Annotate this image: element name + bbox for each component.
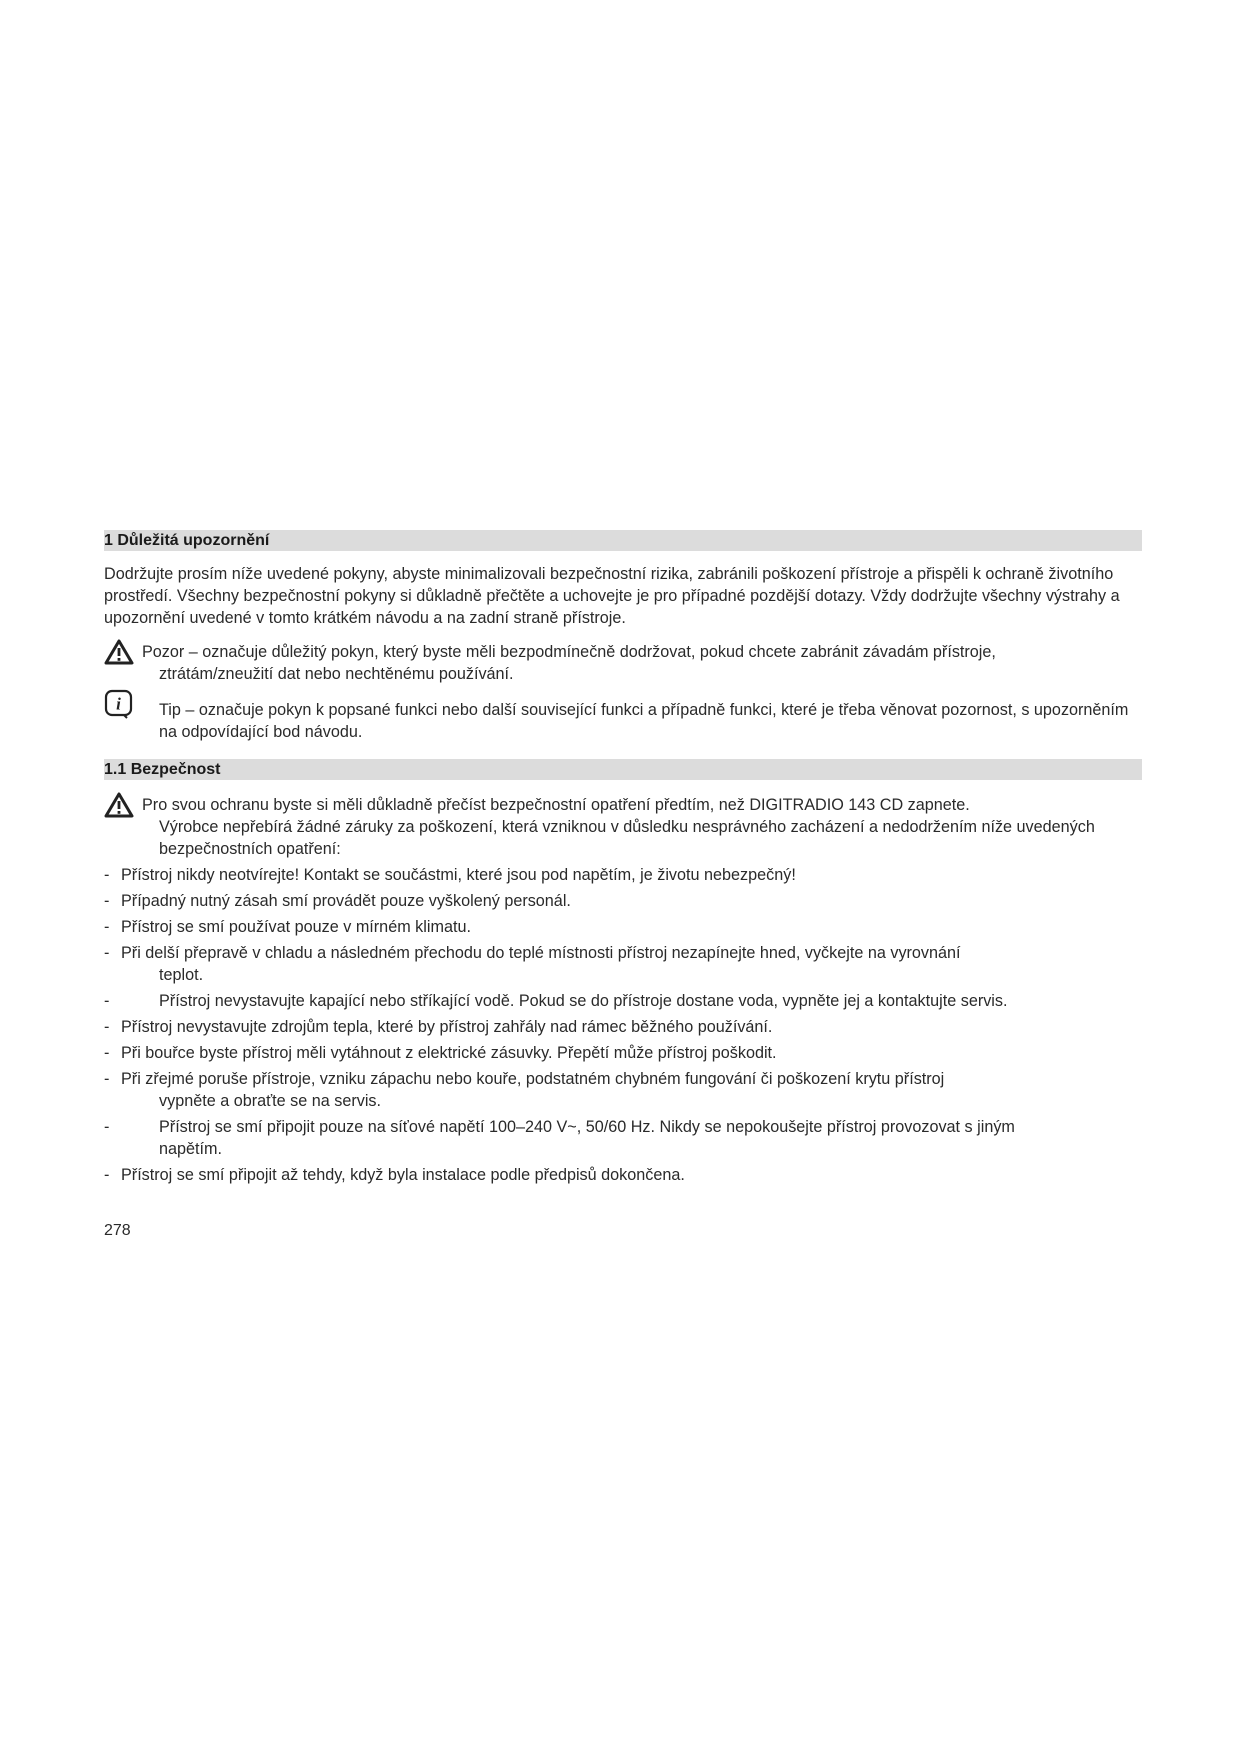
warning-note-text: Pozor – označuje důležitý pokyn, který byste měli bezpodmínečně dodržovat, pokud chcete zabránit závadám přístroje, <box>142 643 996 661</box>
bullet-dash: - <box>104 1018 110 1036</box>
list-item-text: Přístroj se smí připojit až tehdy, když byla instalace podle předpisů dokončena. <box>121 1166 685 1184</box>
list-item <box>104 1164 1142 1186</box>
list-item-text: Přístroj nevystavujte kapající nebo stříkající vodě. Pokud se do přístroje dostane voda, vypněte jej a kontaktujte servis. <box>159 992 1008 1010</box>
bullet-dash: - <box>104 918 110 936</box>
warning-note-text-continued: ztrátám/zneužití dat nebo nechtěnému používání. <box>159 665 514 683</box>
document-body <box>104 530 1142 1186</box>
list-item-text-continued: teplot. <box>159 966 204 984</box>
warning-triangle-icon <box>104 792 134 824</box>
bullet-dash: - <box>104 1166 110 1184</box>
list-item-text: Případný nutný zásah smí provádět pouze vyškolený personál. <box>121 892 571 910</box>
list-item <box>104 1068 1142 1112</box>
intro-paragraph: Dodržujte prosím níže uvedené pokyny, abyste minimalizovali bezpečnostní rizika, zabránili poškození přístroje a přispěli k ochraně životního prostředí. Všechny bezpečnostní pokyny si důkladně přečtěte a uchovejte je pro případné pozdější dotazy. Vždy dodržujte všechny výstrahy a upozornění uvedené v tomto krátkém návodu a na zadní straně přístroje. <box>104 565 1120 627</box>
list-item <box>104 1116 1142 1160</box>
list-item-text: Přístroj se smí používat pouze v mírném klimatu. <box>121 918 471 936</box>
section-heading-important-notes: 1 Důležitá upozornění <box>104 530 1142 551</box>
list-item <box>104 990 1142 1012</box>
safety-list <box>104 864 1142 1186</box>
tip-note <box>104 694 1142 743</box>
warning-triangle-icon <box>104 639 134 671</box>
warning-note <box>104 641 1142 685</box>
bullet-dash: - <box>104 892 110 910</box>
section-heading-safety: 1.1 Bezpečnost <box>104 759 1142 780</box>
bullet-dash: - <box>104 1118 110 1136</box>
bullet-dash: - <box>104 1044 110 1062</box>
list-item-text-continued: vypněte a obraťte se na servis. <box>159 1092 382 1110</box>
list-item-text: Při bouřce byste přístroj měli vytáhnout z elektrické zásuvky. Přepětí může přístroj poškodit. <box>121 1044 777 1062</box>
list-item <box>104 890 1142 912</box>
info-tip-icon <box>104 689 134 725</box>
list-item <box>104 1016 1142 1038</box>
page-number: 278 <box>104 1222 131 1239</box>
list-item-text: Přístroj nikdy neotvírejte! Kontakt se součástmi, které jsou pod napětím, je životu nebezpečný! <box>121 866 796 884</box>
bullet-dash: - <box>104 944 110 962</box>
list-item-text-continued: napětím. <box>159 1140 222 1158</box>
list-item <box>104 1042 1142 1064</box>
list-item-text: Při zřejmé poruše přístroje, vzniku zápachu nebo kouře, podstatném chybném fungování či poškození krytu přístroj <box>121 1070 945 1088</box>
safety-warning-text-continued: Výrobce nepřebírá žádné záruky za poškození, která vzniknou v důsledku nesprávného zacházení a nedodržením níže uvedených bezpečnostních opatření: <box>159 818 1095 858</box>
list-item <box>104 916 1142 938</box>
bullet-dash: - <box>104 992 110 1010</box>
svg-text:i: i <box>116 694 121 714</box>
safety-warning-text: Pro svou ochranu byste si měli důkladně přečíst bezpečnostní opatření předtím, než DIGITRADIO 143 CD zapnete. <box>142 796 970 814</box>
tip-note-text: Tip – označuje pokyn k popsané funkci nebo další související funkci a případně funkci, které je třeba věnovat pozornost, s upozorněním na odpovídající bod návodu. <box>159 701 1129 741</box>
bullet-dash: - <box>104 866 110 884</box>
list-item-text: Při delší přepravě v chladu a následném přechodu do teplé místnosti přístroj nezapínejte hned, vyčkejte na vyrovnání <box>121 944 961 962</box>
list-item <box>104 864 1142 886</box>
list-item <box>104 942 1142 986</box>
list-item-text: Přístroj se smí připojit pouze na síťové napětí 100–240 V~, 50/60 Hz. Nikdy se nepokoušejte přístroj provozovat s jiným <box>159 1118 1015 1136</box>
bullet-dash: - <box>104 1070 110 1088</box>
list-item-text: Přístroj nevystavujte zdrojům tepla, které by přístroj zahřály nad rámec běžného používání. <box>121 1018 773 1036</box>
safety-warning-note <box>104 794 1142 860</box>
